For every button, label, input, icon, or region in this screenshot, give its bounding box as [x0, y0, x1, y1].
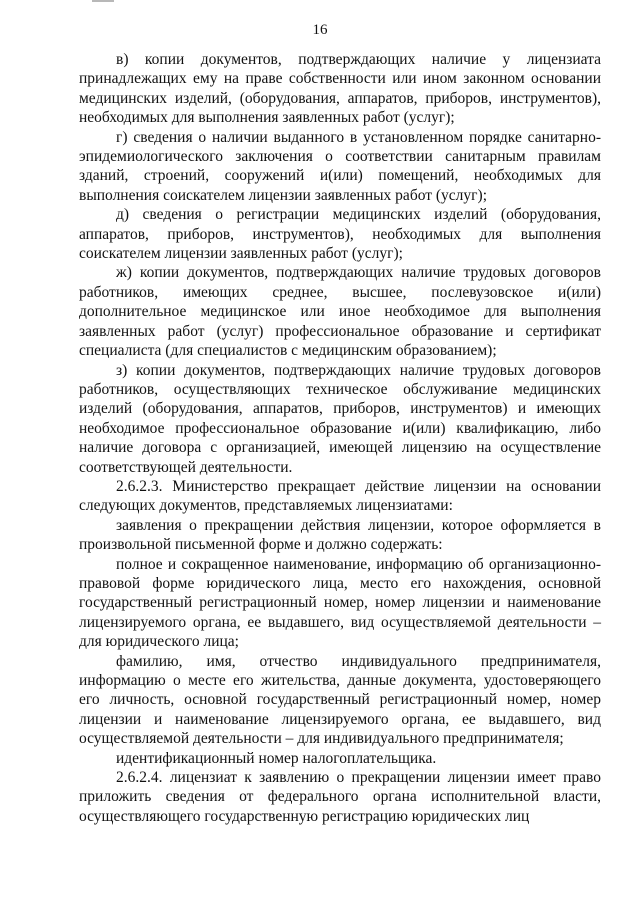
scan-artifact	[92, 0, 114, 2]
page-number: 16	[312, 22, 328, 38]
paragraph-entrepreneur: фамилию, имя, отчество индивидуального предпринимателя, информацию о месте его жительства, данные документа, удостоверяющего его личность, основной государственный регистрационный номер, номер лицензии и наименование лицензируемого органа, ее выдавшего, вид осуществляемой деятельности – для индивидуального предпринимателя;	[79, 652, 601, 748]
paragraph-legal-entity: полное и сокращенное наименование, информацию об организационно-правовой форме юридического лица, место его нахождения, основной государственный регистрационный номер, номер лицензии и наименование лицензируемого органа, ее выдавшего, вид осуществляемой деятельности – для юридического лица;	[79, 555, 601, 651]
document-body	[79, 50, 601, 826]
paragraph-item-d: д) сведения о регистрации медицинских изделий (оборудования, аппаратов, приборов, инструментов), необходимых для выполнения соискателем лицензии заявленных работ (услуг);	[79, 206, 601, 263]
paragraph-item-g: г) сведения о наличии выданного в установленном порядке санитарно-эпидемиологического заключения о соответствии санитарным правилам зданий, строений, сооружений и(или) помещений, необходимых для выполнения соискателем лицензии заявленных работ (услуг);	[79, 128, 601, 204]
paragraph-tax-number: идентификационный номер налогоплательщика.	[116, 749, 437, 767]
paragraph-item-v: в) копии документов, подтверждающих наличие у лицензиата принадлежащих ему на праве собственности или ином законном основании медицинских изделий, (оборудования, аппаратов, приборов, инструментов), необходимых для выполнения заявленных работ (услуг);	[79, 51, 601, 127]
paragraph-item-z: з) копии документов, подтверждающих наличие трудовых договоров работников, осуществляющих техническое обслуживание медицинских изделий (оборудования, аппаратов, приборов, инструментов) и имеющих необходимое профессиональное образование и(или) квалификацию, либо наличие договора с организацией, имеющей лицензию на осуществление соответствующей деятельности.	[79, 361, 601, 476]
paragraph-section-2-6-2-3: 2.6.2.3. Министерство прекращает действие лицензии на основании следующих документов, представляемых лицензиатами:	[79, 477, 601, 515]
paragraph-item-zh: ж) копии документов, подтверждающих наличие трудовых договоров работников, имеющих среднее, высшее, послевузовское и(или) дополнительное медицинское или иное необходимое для выполнения заявленных работ (услуг) профессиональное образование и сертификат специалиста (для специалистов с медицинским образованием);	[79, 264, 601, 360]
paragraph-section-2-6-2-4: 2.6.2.4. лицензиат к заявлению о прекращении лицензии имеет право приложить сведения от федерального органа исполнительной власти, осуществляющего государственную регистрацию юридических лиц	[79, 769, 601, 825]
paragraph-application: заявления о прекращении действия лицензии, которое оформляется в произвольной письменной форме и должно содержать:	[79, 516, 601, 554]
